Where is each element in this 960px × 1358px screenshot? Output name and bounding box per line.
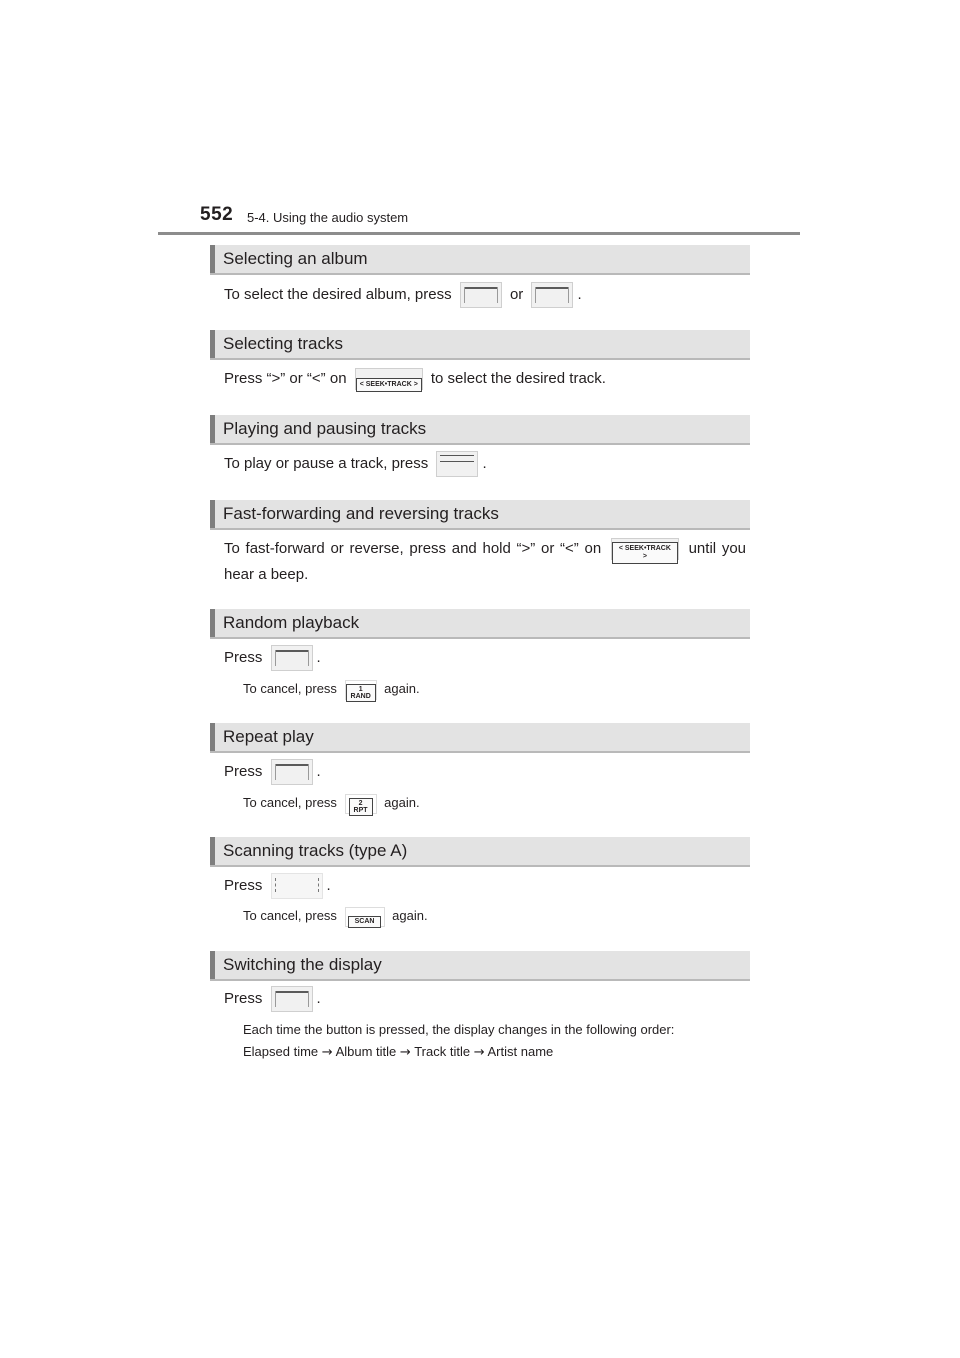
section-title: Switching the display [223, 955, 382, 974]
rpt-button-label [349, 798, 373, 816]
display-button-icon [271, 986, 313, 1012]
section-heading-playing-pausing [210, 415, 750, 445]
play-pause-button-icon [436, 451, 478, 477]
scan-button-icon [271, 873, 323, 899]
arrow-right-icon: → [399, 1045, 411, 1060]
display-order-note [243, 1019, 746, 1064]
arrow-right-icon: → [321, 1045, 333, 1060]
fast-forward-instruction [224, 536, 746, 588]
random-cancel-note [243, 678, 420, 700]
seek-track-label: < SEEK•TRACK > [356, 378, 422, 392]
page-number: 552 [200, 204, 234, 225]
folder-down-button-icon [460, 282, 502, 308]
section-title: Scanning tracks (type A) [223, 841, 408, 860]
section-title: Selecting an album [223, 249, 368, 268]
scan-small-button-icon [345, 907, 385, 927]
instruction-text: until you hear a beep. [224, 540, 746, 583]
section-heading-repeat-play [210, 723, 750, 753]
instruction-text: Press [224, 763, 267, 780]
instruction-text: Press “>” or “<” on [224, 370, 351, 387]
instruction-text: . [316, 990, 321, 1007]
scan-instruction [224, 873, 331, 899]
note-text: again. [380, 681, 420, 696]
note-text: again. [388, 908, 428, 923]
instruction-text: To fast-forward or reverse, press and hold “>” or “<” on [224, 540, 607, 557]
seek-track-label: < SEEK•TRACK > [612, 542, 678, 564]
scan-cancel-note [243, 905, 428, 927]
note-text: To cancel, press [243, 681, 341, 696]
play-pause-instruction [224, 451, 487, 477]
rpt-button-number: 2 [358, 799, 363, 807]
section-title: Random playback [223, 613, 360, 632]
instruction-text: To play or pause a track, press [224, 455, 433, 472]
section-heading-scanning-tracks [210, 837, 750, 867]
header-divider [158, 232, 800, 235]
instruction-text: Press [224, 649, 267, 666]
sequence-item: Album title [335, 1044, 397, 1059]
rand-button-number: 1 [358, 685, 363, 693]
note-text: To cancel, press [243, 795, 341, 810]
rpt-button-text: RPT [353, 806, 368, 814]
section-title: Selecting tracks [223, 334, 343, 353]
section-heading-random-playback [210, 609, 750, 639]
instruction-text: . [577, 286, 582, 303]
instruction-text: . [326, 877, 331, 894]
note-text: To cancel, press [243, 908, 341, 923]
instruction-text: Press [224, 990, 267, 1007]
instruction-text: . [316, 649, 321, 666]
repeat-cancel-note [243, 792, 420, 814]
album-instruction [224, 282, 582, 308]
section-title: Fast-forwarding and reversing tracks [223, 504, 499, 523]
note-text: Each time the button is pressed, the display changes in the following order: [243, 1022, 675, 1037]
instruction-text: to select the desired track. [426, 370, 606, 387]
sequence-item: Elapsed time [243, 1044, 319, 1059]
section-heading-switching-display [210, 951, 750, 981]
instruction-text: . [482, 455, 487, 472]
instruction-text: . [316, 763, 321, 780]
random-button-icon [271, 645, 313, 671]
seek-track-button-icon [611, 538, 679, 560]
arrow-right-icon: → [473, 1045, 485, 1060]
rand-button-label [346, 684, 376, 702]
sequence-item: Track title [414, 1044, 471, 1059]
section-title: Repeat play [223, 727, 314, 746]
repeat-button-icon [271, 759, 313, 785]
rpt-button-icon [345, 794, 377, 814]
tracks-instruction [224, 366, 606, 392]
sequence-item: Artist name [487, 1044, 554, 1059]
section-title: Playing and pausing tracks [223, 419, 427, 438]
random-instruction [224, 645, 321, 671]
section-heading-selecting-tracks [210, 330, 750, 360]
instruction-text: To select the desired album, press [224, 286, 456, 303]
instruction-text: or [505, 286, 528, 303]
section-heading-fast-forward-reverse [210, 500, 750, 530]
section-heading-selecting-album [210, 245, 750, 275]
instruction-text: Press [224, 877, 267, 894]
repeat-instruction [224, 759, 321, 785]
folder-up-button-icon [531, 282, 573, 308]
scan-button-label: SCAN [348, 916, 382, 928]
seek-track-button-icon [355, 368, 423, 390]
chapter-title: 5-4. Using the audio system [247, 210, 409, 225]
note-text: again. [380, 795, 420, 810]
rand-button-text: RAND [350, 692, 371, 700]
display-instruction [224, 986, 321, 1012]
rand-button-icon [345, 680, 377, 700]
